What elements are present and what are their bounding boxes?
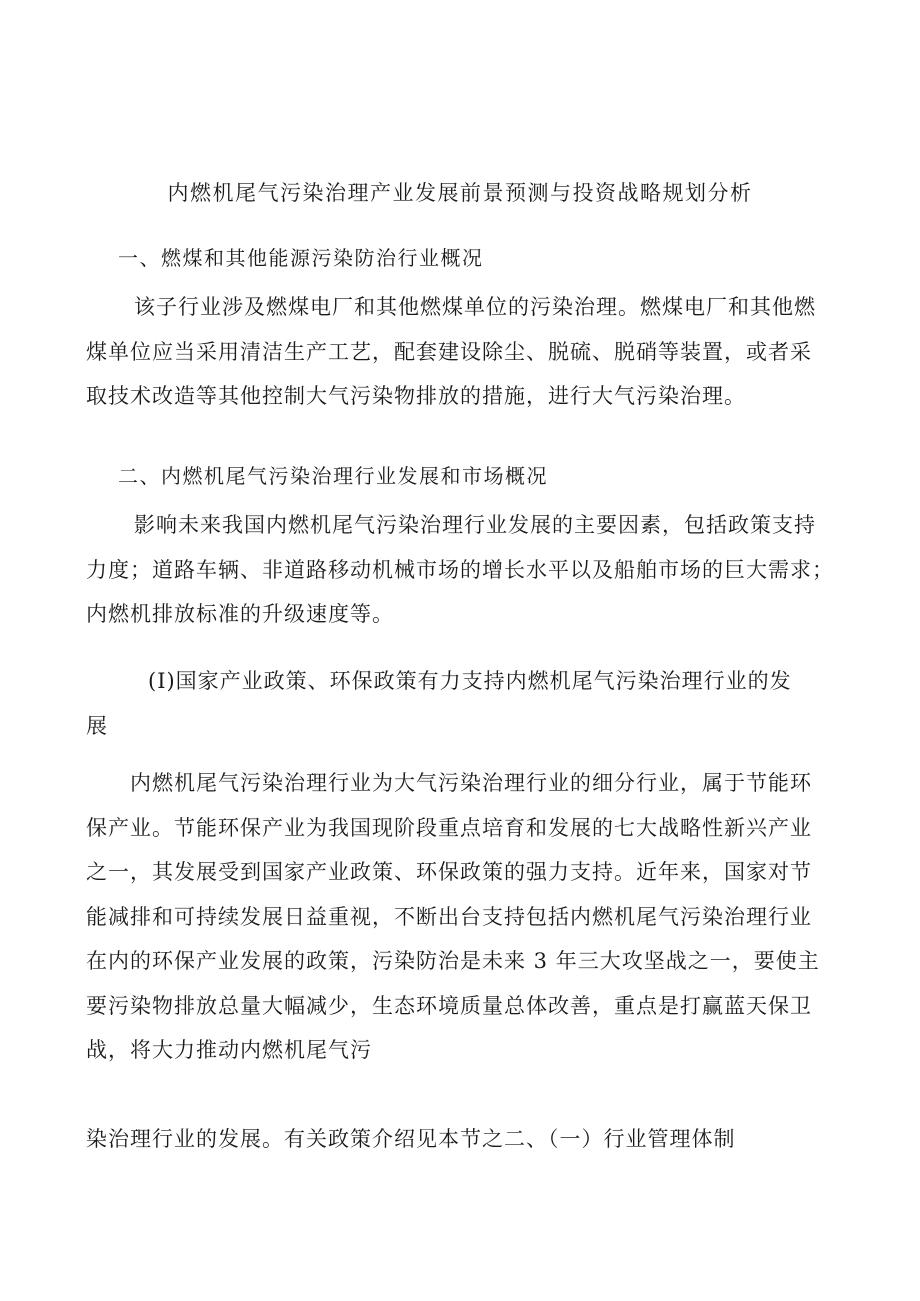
paragraph-line: 之一，其发展受到国家产业政策、环保政策的强力支持。近年来，国家对节 [86,860,812,884]
subsection-heading-line: 展 [86,713,108,738]
paragraph-line: 该子行业涉及燃煤电厂和其他燃煤单位的污染治理。燃煤电厂和其他燃 [134,295,816,319]
section-2-heading: 二、内燃机尾气污染治理行业发展和市场概况 [118,464,548,488]
section-1-paragraph [86,285,838,419]
paragraph-line: 能减排和可持续发展日益重视，不断出台支持包括内燃机尾气污染治理行业 [86,904,812,929]
paragraph-line: 内燃机尾气污染治理行业为大气污染治理行业的细分行业，属于节能环 [130,771,812,795]
paragraph-line: 内燃机排放标准的升级速度等。 [86,602,394,626]
paragraph-line: 力度；道路车辆、非道路移动机械市场的增长水平以及船舶市场的巨大需求； [86,557,834,582]
paragraph-line: 煤单位应当采用清洁生产工艺，配套建设除尘、脱硫、脱硝等装置，或者采 [86,339,812,364]
subsection-1-heading [86,659,838,748]
paragraph-line: 在内的环保产业发展的政策，污染防治是未来 3 年三大攻坚战之一，要使主 [86,949,820,973]
paragraph-line: 影响未来我国内燃机尾气污染治理行业发展的主要因素，包括政策支持 [134,513,816,537]
document-title: 内燃机尾气污染治理产业发展前景预测与投资战略规划分析 [167,181,753,205]
paragraph-line: 染治理行业的发展。有关政策介绍见本节之二、（一）行业管理体制 [86,1127,736,1151]
paragraph-line: 要污染物排放总量大幅减少，生态环境质量总体改善，重点是打赢蓝天保卫 [86,993,812,1018]
section-1-heading: 一、燃煤和其他能源污染防治行业概况 [118,246,484,270]
subsection-1-paragraph [86,761,838,1073]
section-2-intro-paragraph [86,503,838,637]
paragraph-line: 保产业。节能环保产业为我国现阶段重点培育和发展的七大战略性新兴产业 [86,815,812,840]
paragraph-line: 取技术改造等其他控制大气污染物排放的措施，进行大气污染治理。 [86,384,746,408]
subsection-heading-line: (I)国家产业政策、环保政策有力支持内燃机尾气污染治理行业的发 [148,669,792,693]
subsection-1-continuation [86,1117,838,1162]
paragraph-line: 战，将大力推动内燃机尾气污 [86,1038,372,1062]
